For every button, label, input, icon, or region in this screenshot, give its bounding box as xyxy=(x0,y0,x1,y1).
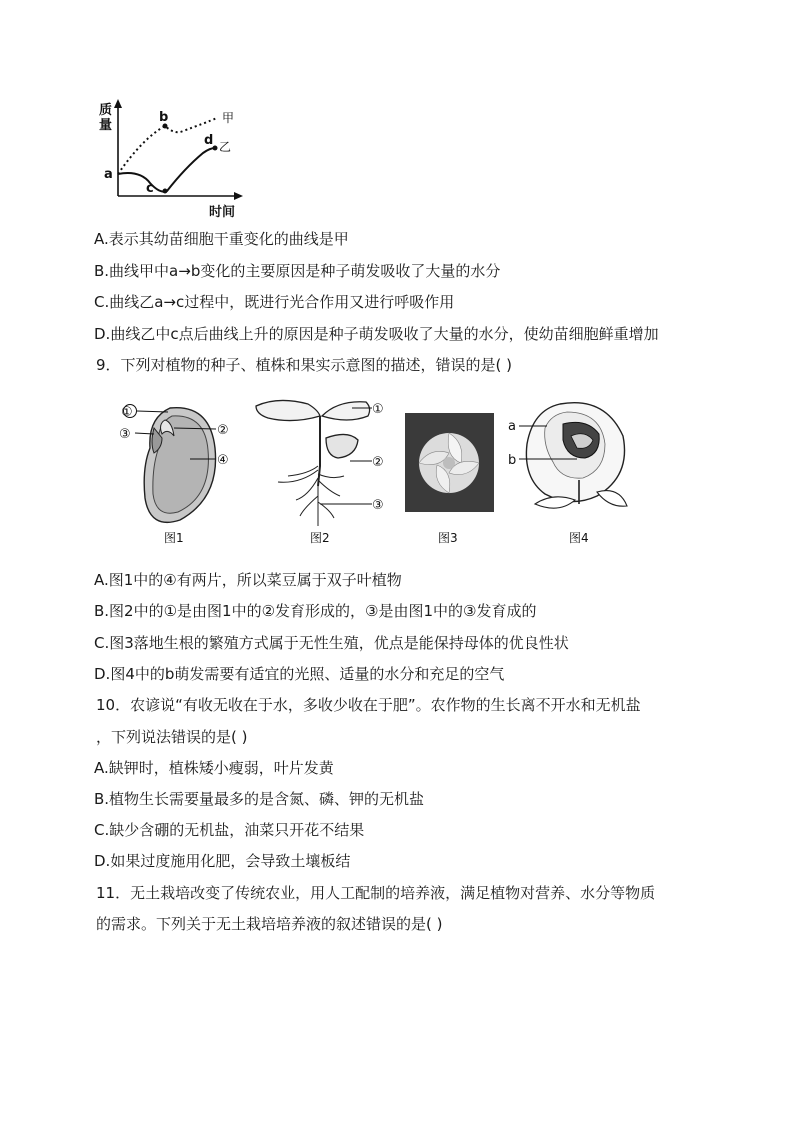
label-jia: 甲 xyxy=(222,111,235,125)
fig4-caption: 图4 xyxy=(569,531,589,545)
right-leaf xyxy=(322,402,370,420)
figure-3-flower xyxy=(405,413,494,512)
fig2-caption: 图2 xyxy=(310,531,330,545)
curve-yi xyxy=(118,148,215,192)
q8-option-a: A.表示其幼苗细胞干重变化的曲线是甲 xyxy=(94,230,349,248)
figure-3-photo xyxy=(405,413,494,512)
q9-stem: 9．下列对植物的种子、植株和果实示意图的描述，错误的是( ) xyxy=(96,356,513,374)
fig2-label-2: ② xyxy=(372,455,384,470)
fig1-label-2: ② xyxy=(217,423,229,438)
curve-jia xyxy=(118,118,217,174)
y-axis-arrow xyxy=(114,99,122,108)
fig4-label-b: b xyxy=(508,453,517,468)
q8-option-c: C.曲线乙a→c过程中，既进行光合作用又进行呼吸作用 xyxy=(94,293,455,311)
fig2-label-1: ① xyxy=(372,402,384,417)
q11-stem-line2: 的需求。下列关于无土栽培培养液的叙述错误的是( ) xyxy=(96,915,443,933)
fig1-caption: 图1 xyxy=(164,531,184,545)
q9-option-b: B.图2中的①是由图1中的②发育形成的，③是由图1中的③发育成的 xyxy=(94,602,537,620)
point-c-dot xyxy=(163,189,168,194)
figure-1-seed xyxy=(110,398,240,548)
q8-option-d: D.曲线乙中c点后曲线上升的原因是种子萌发吸收了大量的水分，使幼苗细胞鲜重增加 xyxy=(94,325,659,343)
x-label: 时间 xyxy=(209,205,236,220)
stem xyxy=(318,416,320,486)
label-d: d xyxy=(204,133,214,148)
fig3-caption: 图3 xyxy=(438,531,458,545)
q10-option-d: D.如果过度施用化肥，会导致土壤板结 xyxy=(94,852,351,870)
label-c: c xyxy=(146,181,154,196)
fig1-label-3: ③ xyxy=(119,427,131,442)
q10-option-a: A.缺钾时，植株矮小瘦弱，叶片发黄 xyxy=(94,759,334,777)
figure-4-fruit xyxy=(505,396,635,546)
left-leaf xyxy=(256,400,320,420)
q11-stem-line1: 11．无土栽培改变了传统农业，用人工配制的培养液，满足植物对营养、水分等物质 xyxy=(96,884,656,902)
figure-3-caption-svg xyxy=(436,528,476,548)
fig1-label-1: ① xyxy=(121,405,133,420)
q10-option-b: B.植物生长需要量最多的是含氮、磷、钾的无机盐 xyxy=(94,790,425,808)
mass-time-graph xyxy=(95,98,245,223)
label-a: a xyxy=(104,167,113,182)
x-axis-arrow xyxy=(234,192,243,200)
q9-option-c: C.图3落地生根的繁殖方式属于无性生殖，优点是能保持母体的优良性状 xyxy=(94,634,569,652)
leaf-left xyxy=(535,497,575,508)
fig1-label-4: ④ xyxy=(217,453,229,468)
q9-option-a: A.图1中的④有两片，所以菜豆属于双子叶植物 xyxy=(94,571,402,589)
roots xyxy=(278,466,344,526)
fig4-label-a: a xyxy=(508,419,516,434)
figure-2-seedling xyxy=(248,396,398,546)
label-b: b xyxy=(159,110,169,125)
y-label-bottom: 量 xyxy=(99,118,113,133)
leaf-right xyxy=(597,491,627,507)
q10-stem-line2: ，下列说法错误的是( ) xyxy=(96,728,248,746)
q9-option-d: D.图4中的b萌发需要有适宜的光照、适量的水分和充足的空气 xyxy=(94,665,505,683)
label-yi: 乙 xyxy=(219,140,232,154)
cotyledon xyxy=(326,434,358,458)
q10-stem-line1: 10．农谚说“有收无收在于水，多收少收在于肥”。农作物的生长离不开水和无机盐 xyxy=(96,696,641,714)
fig2-label-3: ③ xyxy=(372,498,384,513)
y-label-top: 质 xyxy=(99,103,113,118)
q8-option-b: B.曲线甲中a→b变化的主要原因是种子萌发吸收了大量的水分 xyxy=(94,262,501,280)
q10-option-c: C.缺少含硼的无机盐，油菜只开花不结果 xyxy=(94,821,365,839)
